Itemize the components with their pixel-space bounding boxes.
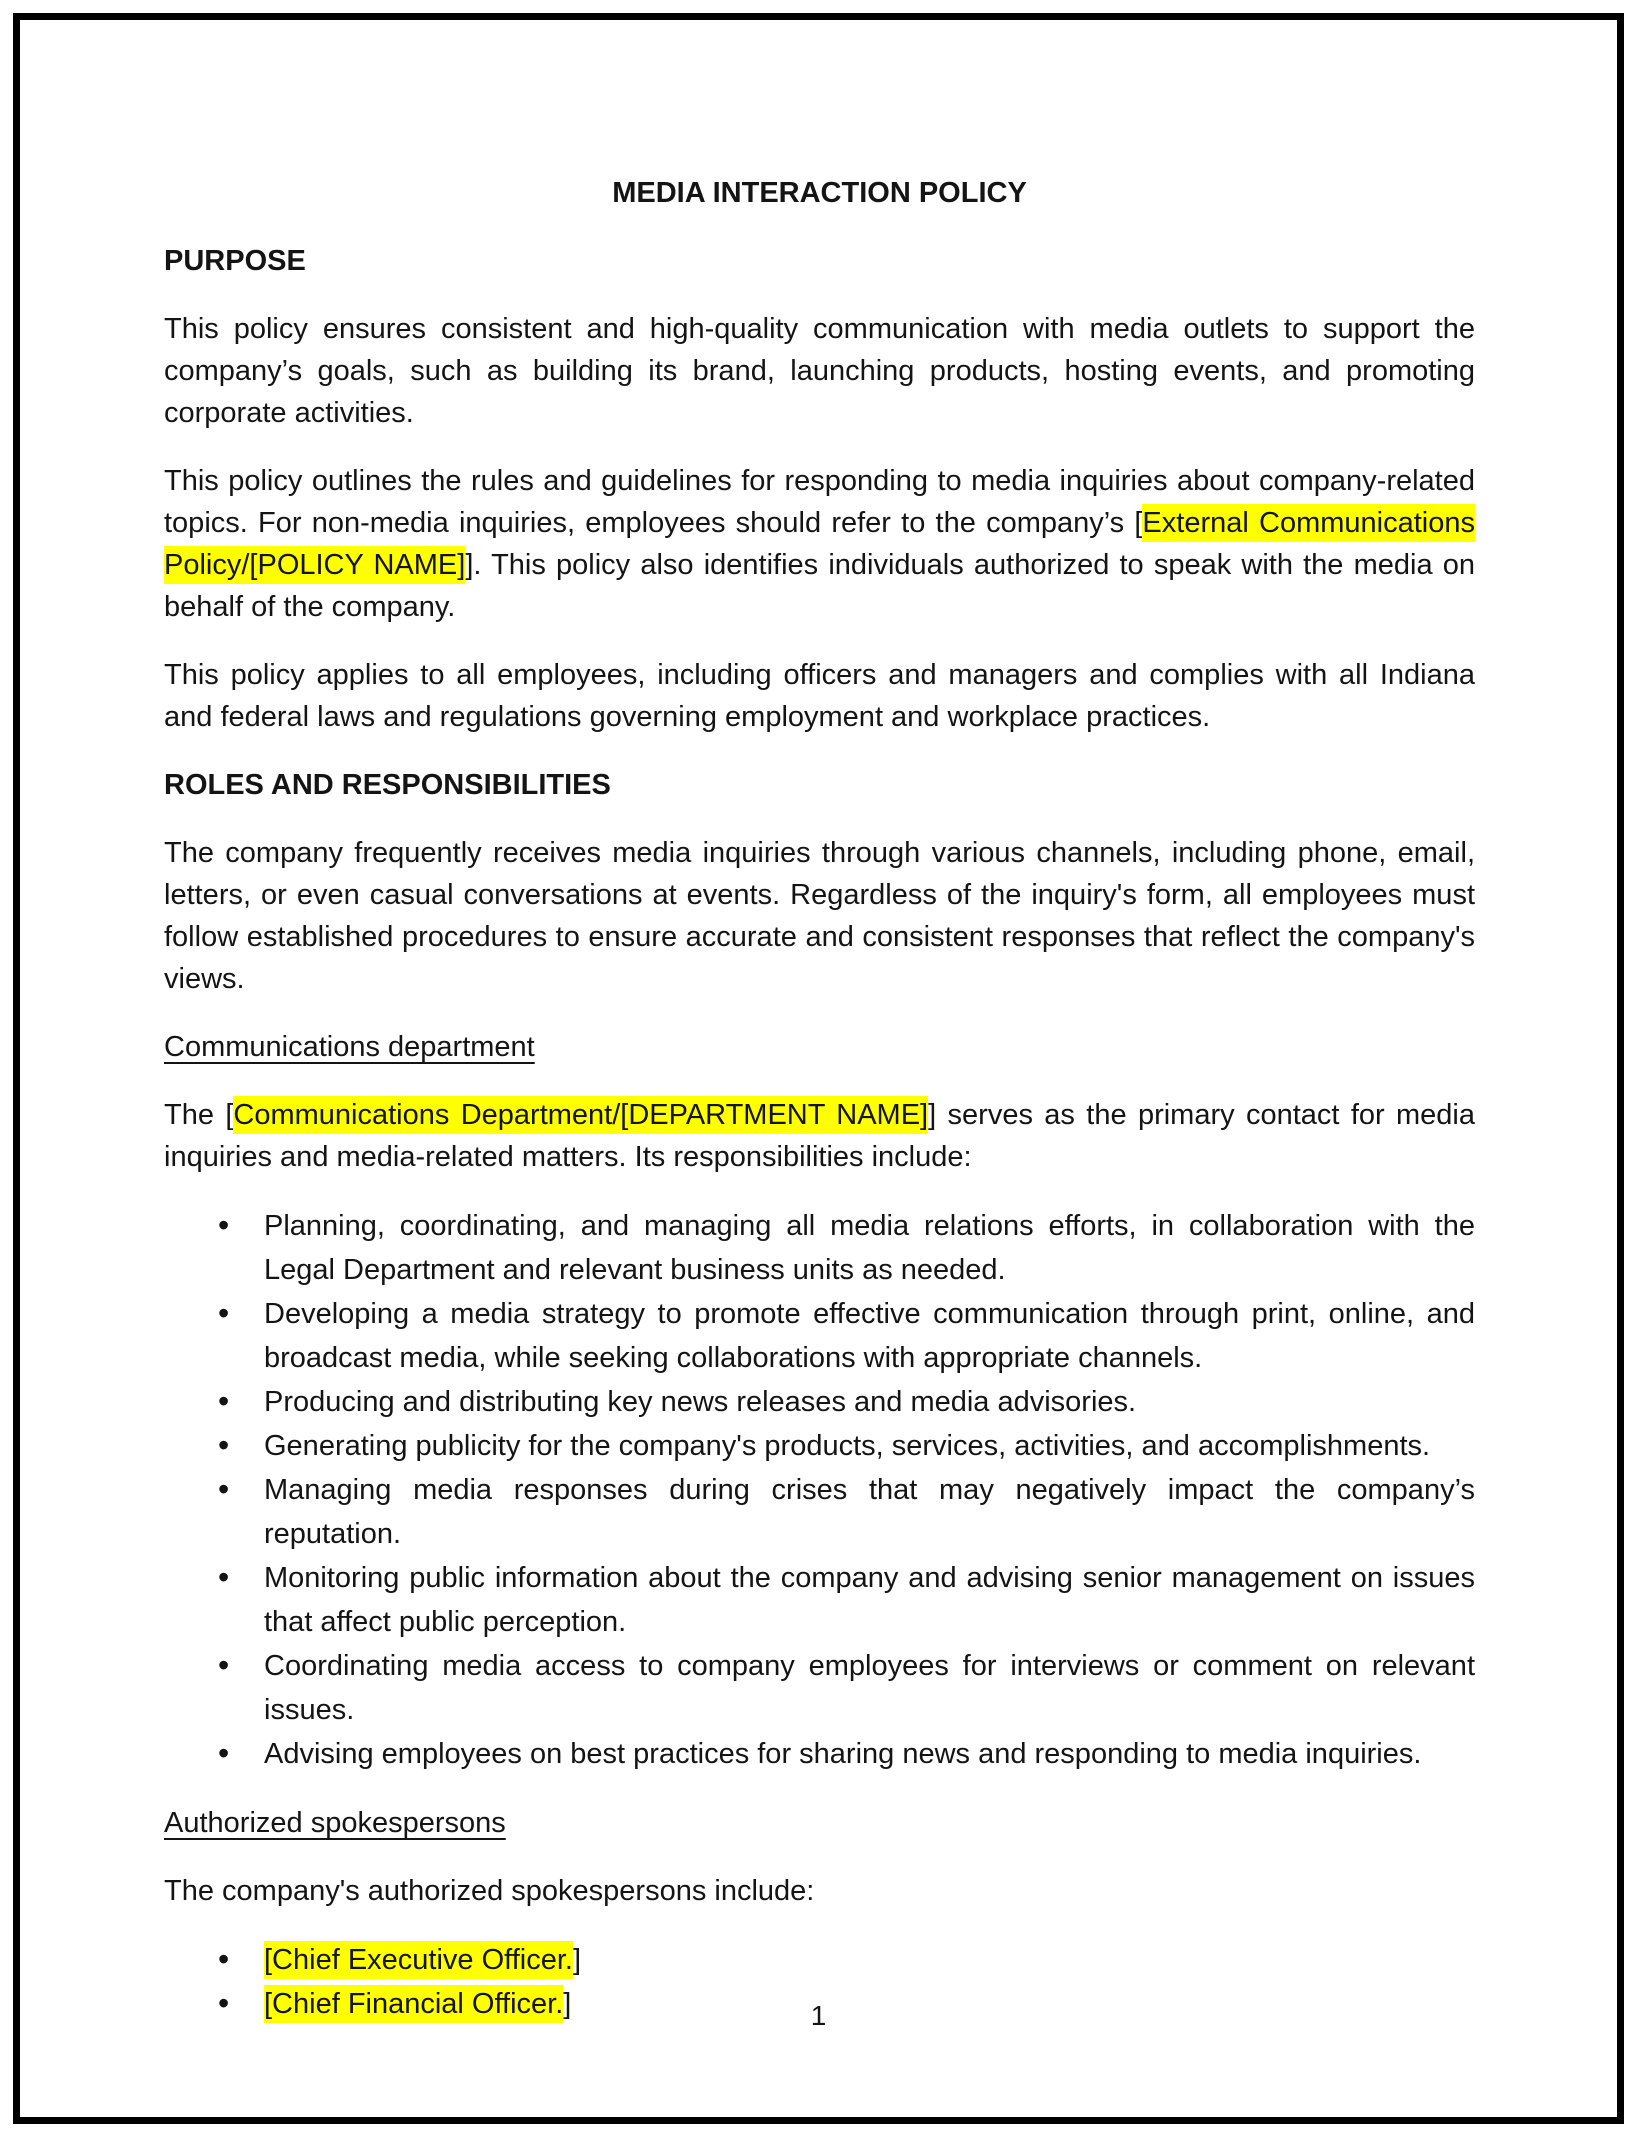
- document-body: [164, 0, 1475, 2026]
- paragraph-purpose-3: This policy applies to all employees, including officers and managers and complies with all Indiana and federal laws and regulations governing employment and workplace practices.: [164, 659, 1475, 733]
- list-item: • Advising employees on best practices for sharing news and responding to media inquiries.: [164, 1732, 1475, 1776]
- paragraph-purpose-2: This policy outlines the rules and guidelines for responding to media inquiries about company-related topics. For non-media inquiries, employees should refer to the company’s [External Communications Policy/[POLICY NAME]]. This policy also identifies individuals authorized to speak with the media on behalf of the company.: [164, 465, 1475, 623]
- list-item: • Managing media responses during crises that may negatively impact the company’s reputation.: [164, 1468, 1475, 1556]
- section-heading-roles: ROLES AND RESPONSIBILITIES: [164, 769, 611, 801]
- subsection-heading-communications-department: Communications department: [164, 1031, 535, 1063]
- page-number: 1: [810, 2000, 827, 2031]
- list-item: • Producing and distributing key news releases and media advisories.: [164, 1380, 1475, 1424]
- highlighted-placeholder: [Chief Financial Officer.: [264, 1985, 563, 2023]
- list-item: • Coordinating media access to company employees for interviews or comment on relevant issues.: [164, 1644, 1475, 1732]
- list-item: • Planning, coordinating, and managing all media relations efforts, in collaboration with the Legal Department and relevant business units as needed.: [164, 1204, 1475, 1292]
- highlighted-placeholder: [Chief Executive Officer.: [264, 1941, 573, 1979]
- list-item: • Developing a media strategy to promote effective communication through print, online, and broadcast media, while seeking collaborations with appropriate channels.: [164, 1292, 1475, 1380]
- highlighted-placeholder: External Communications Policy/[POLICY NAME]: [164, 504, 1475, 584]
- list-item: • Generating publicity for the company's products, services, activities, and accomplishments.: [164, 1424, 1475, 1468]
- paragraph-purpose-1: This policy ensures consistent and high-quality communication with media outlets to support the company’s goals, such as building its brand, launching products, hosting events, and promoting corporate activities.: [164, 313, 1475, 429]
- highlighted-placeholder: Communications Department/[DEPARTMENT NAME]: [233, 1096, 928, 1134]
- paragraph-roles-intro: The company frequently receives media inquiries through various channels, including phone, email, letters, or even casual conversations at events. Regardless of the inquiry's form, all employees must follow established procedures to ensure accurate and consistent responses that reflect the company's views.: [164, 837, 1475, 995]
- list-item: • [Chief Executive Officer.]: [164, 1938, 1475, 1982]
- paragraph-spokespersons-intro: The company's authorized spokespersons include:: [164, 1875, 815, 1907]
- list-item: • Monitoring public information about the company and advising senior management on issues that affect public perception.: [164, 1556, 1475, 1644]
- communications-responsibilities-list: [164, 1204, 1475, 1776]
- document-title: MEDIA INTERACTION POLICY: [612, 177, 1027, 209]
- list-item: • [Chief Financial Officer.]: [164, 1982, 1475, 2026]
- subsection-heading-authorized-spokespersons: Authorized spokespersons: [164, 1807, 506, 1839]
- paragraph-communications-intro: The [Communications Department/[DEPARTMENT NAME]] serves as the primary contact for media inquiries and media-related matters. Its responsibilities include:: [164, 1094, 1475, 1178]
- section-heading-purpose: PURPOSE: [164, 245, 306, 277]
